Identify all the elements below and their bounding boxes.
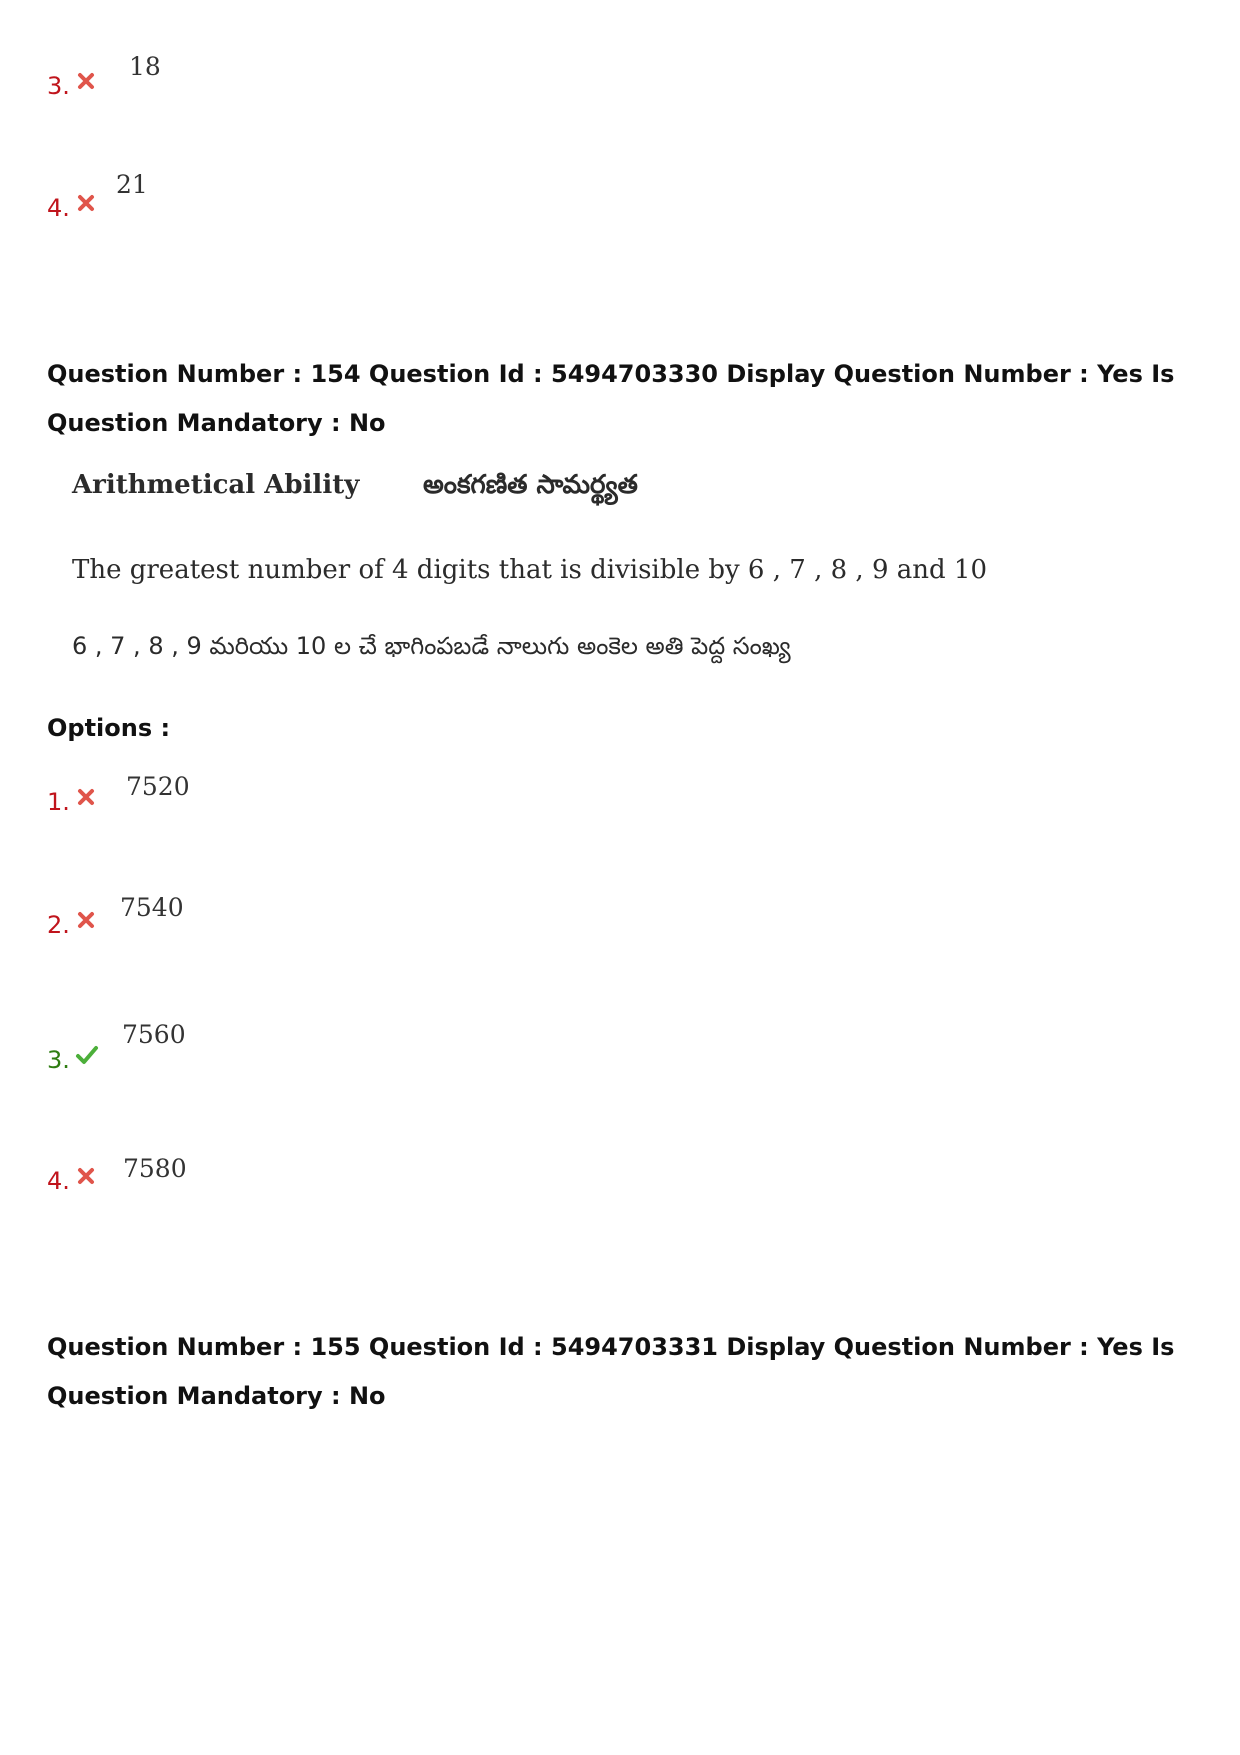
option-number: 3. [47, 1046, 70, 1074]
cross-icon [77, 194, 95, 212]
option-1 [47, 788, 70, 816]
option-3 [47, 1046, 70, 1074]
cross-icon [77, 788, 95, 806]
option-value: 7540 [120, 893, 184, 922]
question-text-english: The greatest number of 4 digits that is divisible by 6 , 7 , 8 , 9 and 10 [72, 555, 987, 585]
subject-english: Arithmetical Ability [72, 470, 360, 500]
option-2 [47, 911, 70, 939]
option-number: 3. [47, 72, 70, 100]
question-text-telugu: 6 , 7 , 8 , 9 మరియు 10 ల చే భాగింపబడే నాలుగు అంకెల అతి పెద్ద సంఖ్య [72, 632, 791, 660]
prev-option-3 [47, 72, 70, 100]
option-number: 2. [47, 911, 70, 939]
option-value: 7520 [126, 772, 190, 801]
subject-telugu: అంకగణిత సామర్థ్యత [423, 470, 638, 500]
option-value: 7580 [123, 1154, 187, 1183]
options-label: Options : [47, 714, 171, 742]
cross-icon [77, 911, 95, 929]
cross-icon [77, 72, 95, 90]
option-value: 21 [116, 170, 148, 199]
option-number: 1. [47, 788, 70, 816]
option-value: 18 [129, 52, 161, 81]
question-header: Question Number : 154 Question Id : 5494703330 Display Question Number : Yes Is Question Mandatory : No [47, 360, 1175, 437]
cross-icon [77, 1167, 95, 1185]
prev-option-4 [47, 194, 70, 222]
option-number: 4. [47, 1167, 70, 1195]
option-number: 4. [47, 194, 70, 222]
question-header: Question Number : 155 Question Id : 5494703331 Display Question Number : Yes Is Question Mandatory : No [47, 1333, 1175, 1410]
checkmark-icon [75, 1044, 99, 1066]
option-4 [47, 1167, 70, 1195]
option-value: 7560 [122, 1020, 186, 1049]
